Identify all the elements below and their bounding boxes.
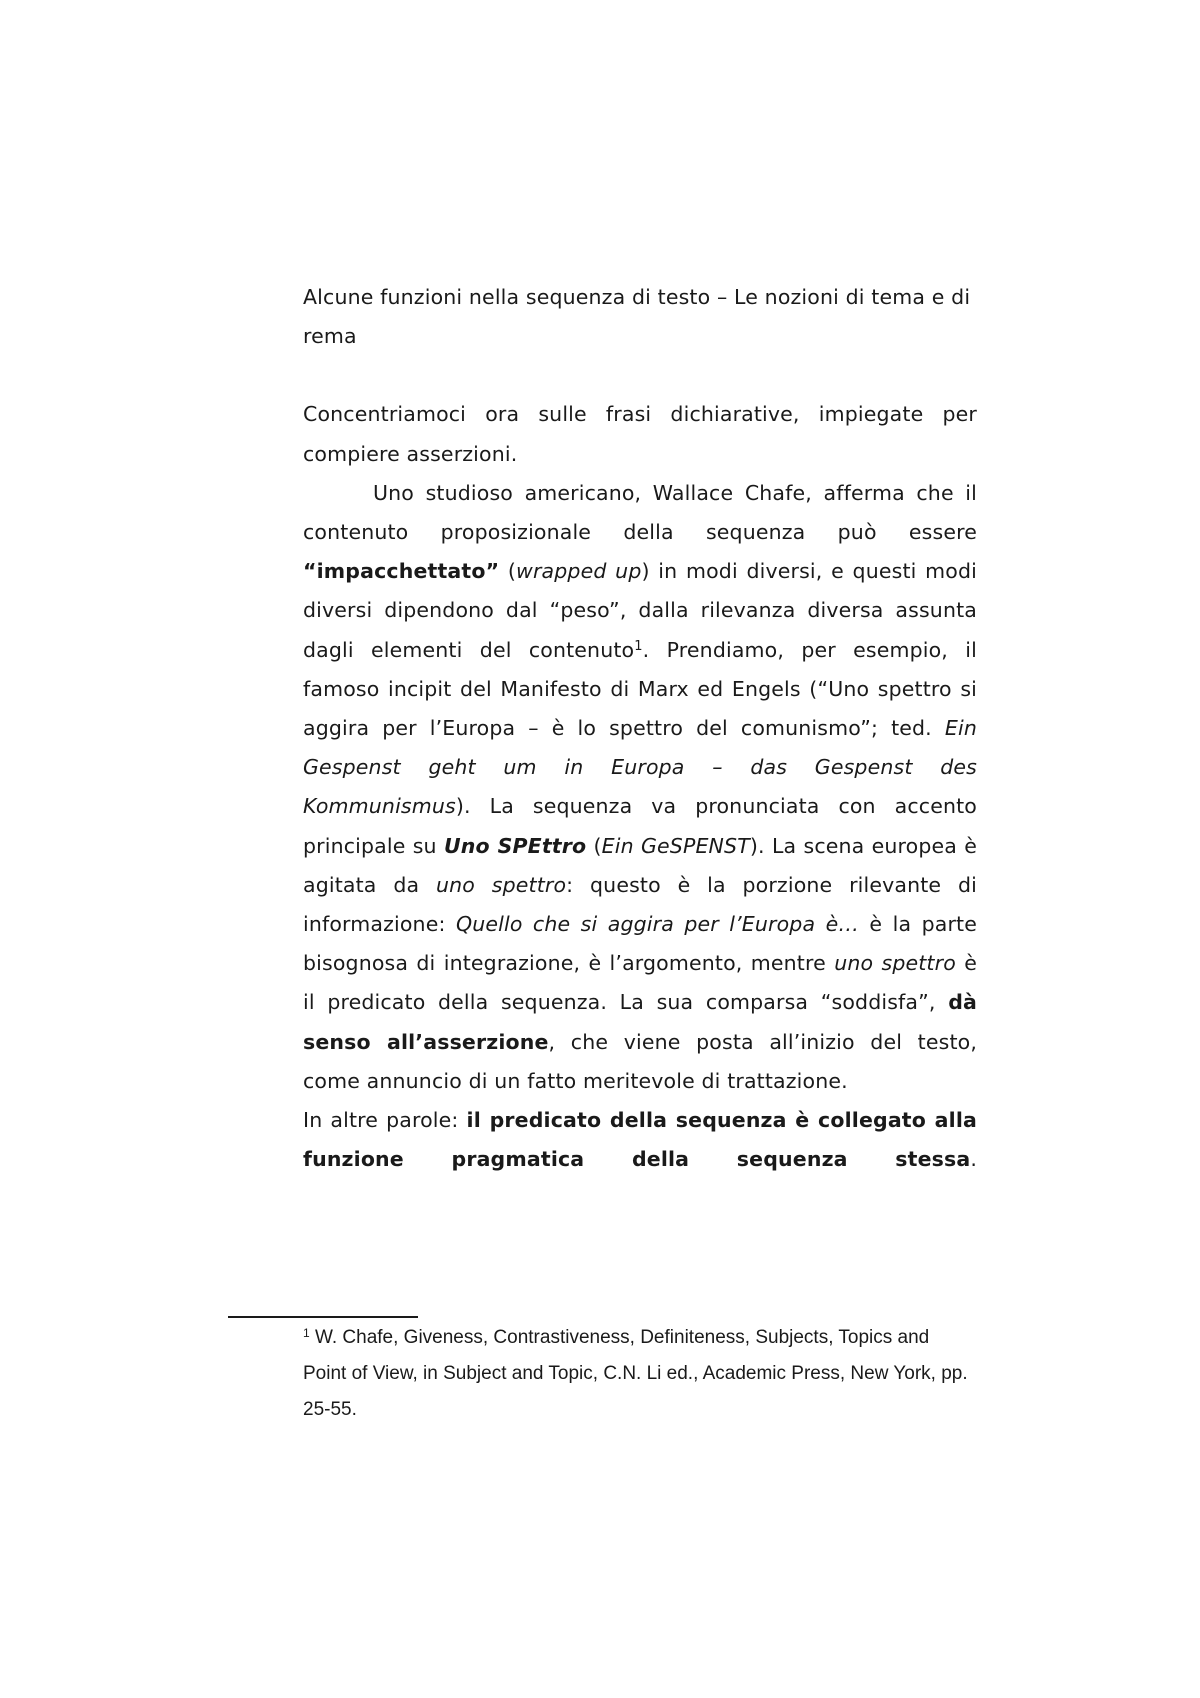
italic-term: uno spettro	[435, 872, 567, 897]
text-run: ) in modi diversi, e questi modi diversi dipendono dal “peso”, dalla rilevanza diversa assunta dagli elementi del contenuto	[303, 559, 977, 662]
italic-term-ein-gespenst: Ein GeSPENST	[601, 833, 750, 858]
paragraph-intro	[303, 395, 977, 473]
section-title	[303, 278, 977, 356]
footnote-reference[interactable]: 1	[634, 638, 643, 654]
italic-term: Quello che si aggira per l’Europa è…	[455, 912, 860, 937]
text-run: ). La sequenza va pronunciata con accento principale su	[303, 794, 977, 858]
paragraph-chafe	[303, 474, 977, 1101]
bold-term-impacchettato: “impacchettato”	[303, 559, 500, 584]
text-run: : questo è la porzione rilevante di informazione:	[303, 872, 977, 937]
footnote-1	[303, 1320, 977, 1428]
footnote-separator	[228, 1316, 418, 1318]
text-run: Uno studioso americano, Wallace Chafe, afferma che il contenuto proposizionale della sequenza può essere	[303, 480, 977, 545]
text-run: è la parte bisognosa di integrazione, è l’argomento, mentre	[303, 912, 977, 976]
footnote-text: W. Chafe, Giveness, Contrastiveness, Definiteness, Subjects, Topics and Point of View, in Subject and Topic, C.N. Li ed., Academic Press, New York, pp. 25-55.	[303, 1327, 968, 1420]
italic-german-quote: Ein Gespenst geht um in Europa – das Gespenst des Kommunismus	[303, 716, 977, 819]
text-run: ). La scena europea è agitata da	[303, 833, 977, 897]
text-run: In altre parole:	[303, 1108, 467, 1133]
bold-conclusion: il predicato della sequenza è collegato alla funzione pragmatica della sequenza stessa	[303, 1108, 977, 1172]
text-run: è il predicato della sequenza. La sua comparsa “soddisfa”,	[303, 951, 977, 1015]
bold-term-senso: dà senso all’asserzione	[303, 990, 977, 1054]
italic-term: uno spettro	[834, 951, 956, 976]
footnote	[303, 1320, 977, 1428]
paragraph-intro-text: Concentriamoci ora sulle frasi dichiarative, impiegate per compiere asserzioni.	[303, 402, 977, 466]
text-run: , che viene posta all’inizio del testo, come annuncio di un fatto meritevole di trattazione.	[303, 1029, 977, 1093]
text-run: . Prendiamo, per esempio, il famoso incipit del Manifesto di Marx ed Engels (“Uno spettro si aggira per l’Europa – è lo spettro del comunismo”; ted.	[303, 637, 977, 741]
italic-term-wrapped-up: wrapped up	[516, 559, 642, 584]
section-title-text: Alcune funzioni nella sequenza di testo – Le nozioni di tema e di rema	[303, 285, 971, 349]
bold-italic-term-uno-spettro: Uno SPEttro	[443, 833, 587, 858]
blank-line	[303, 356, 977, 395]
paragraph-conclusion	[303, 1101, 977, 1179]
text-run: (	[499, 559, 517, 584]
text-run: (	[586, 833, 602, 858]
main-text	[303, 278, 977, 1179]
footnote-marker: 1	[303, 1326, 310, 1340]
text-run: .	[970, 1147, 977, 1172]
